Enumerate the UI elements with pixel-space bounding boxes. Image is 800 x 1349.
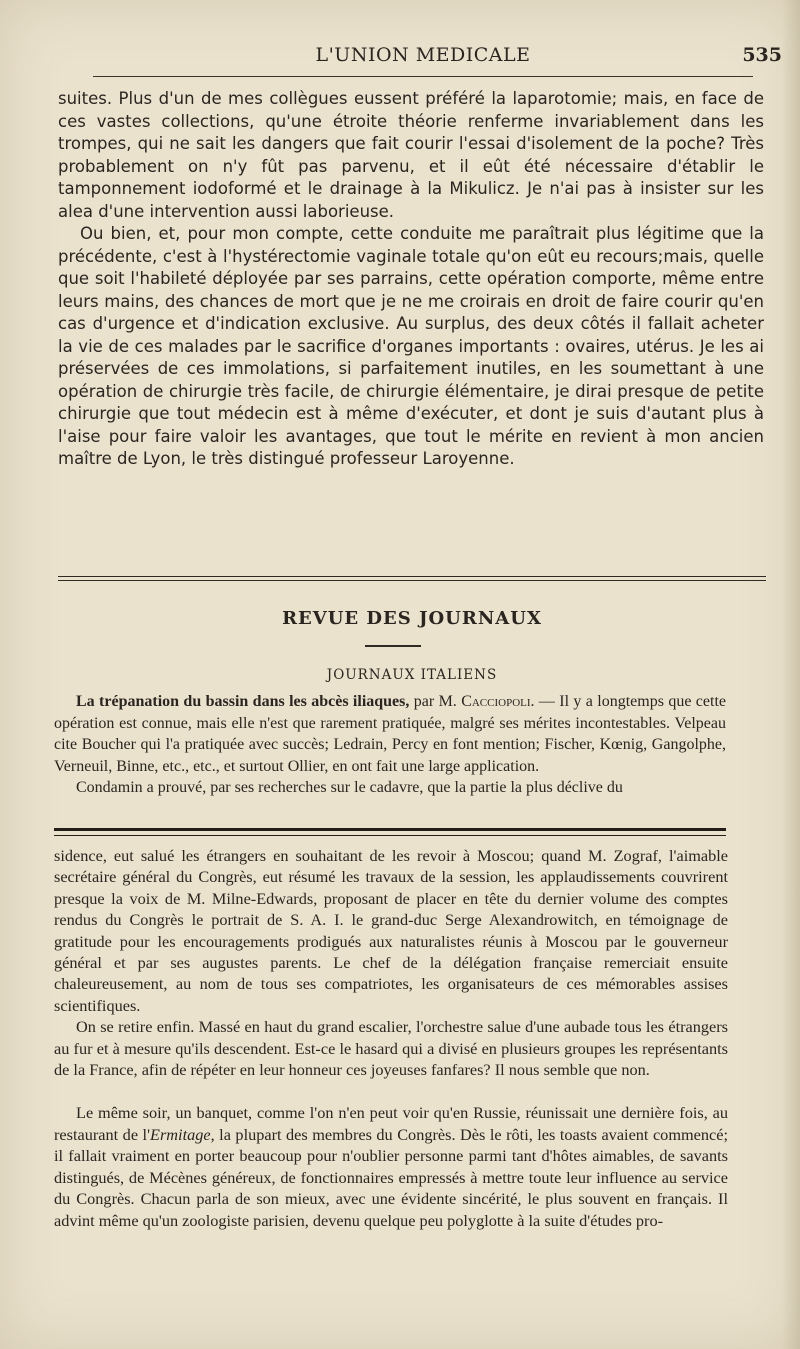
section-title: REVUE DES JOURNAUX xyxy=(282,608,542,629)
feuilleton-paragraph-2: On se retire enfin. Massé en haut du grand escalier, l'orchestre salue d'une aubade tous les étrangers au fur et à mesure qu'ils descendent. Est-ce le hasard qui a divisé en plusieurs groupes les représentants de la France, afin de répéter en leur honneur ces joyeuses fanfares? Il nous semble que non. xyxy=(54,1017,728,1080)
article-author: Cacciopoli xyxy=(461,693,531,710)
feuilleton-paragraph-3 xyxy=(54,1102,728,1230)
page-number: 535 xyxy=(742,44,782,66)
revue-article xyxy=(54,691,726,799)
feuilleton-divider xyxy=(54,828,726,836)
article-title: La trépanation du bassin dans les abcès iliaques, xyxy=(76,693,410,710)
ermitage-name: Ermitage xyxy=(150,1124,211,1144)
feuilleton-paragraph-1: sidence, eut salué les étrangers en souhaitant de les revoir à Moscou; quand M. Zograf, l'aimable secrétaire général du Congrès, eut résumé les travaux de la session, les applaudissements couvrirent presque la voix de M. Milne-Edwards, proposant de placer en tête du dernier volume des comptes rendus du Congrès le portrait de S. A. I. le grand-duc Serge Alexandrowitch, en témoignage de gratitude pour les encouragements prodigués aux naturalistes réunis à Moscou par le gouverneur général et par ses augustes parents. Le chef de la délégation française remerciait ensuite chaleureusement, au nom de tous ses compatriotes, les organisateurs de ces mémorables assises scientifiques. xyxy=(54,846,728,1015)
author-prefix: par M. xyxy=(409,693,462,710)
article-continuation xyxy=(58,88,764,471)
p3-text-b: , la plupart des membres du Congrès. Dès le rôti, les toasts avaient commencé; il fallait vraiment en porter beaucoup pour n'oublier personne parmi tant d'hôtes aimables, de savants distingués, de Mécènes généreux, de fonctionnaires empressés à mettre toute leur influence au service du Congrès. Chacun parla de son mieux, avec une évidente sincérité, le plus souvent en français. Il advint même qu'un zoologiste parisien, devenu quelque peu polyglotte à la suite d'études pro- xyxy=(54,1124,728,1230)
section-divider xyxy=(58,576,766,581)
article-lead: . — Il y a longtemps que cette opération est connue, mais elle n'est que rarement pratiquée, malgré ses mérites incontestables. Velpeau cite Boucher qui l'a pratiquée avec succès; Ledrain, Percy en font mention; Fischer, Kœnig, Gangolphe, Verneuil, Binne, etc., etc., et surtout Ollier, en ont fait une large application. xyxy=(54,693,727,775)
revue-paragraph-1 xyxy=(54,691,726,777)
running-title: L'UNION MEDICALE xyxy=(315,44,531,66)
page-header xyxy=(58,36,788,76)
paragraph-gap xyxy=(54,1080,728,1102)
title-underline xyxy=(365,645,421,647)
paragraph-2: Ou bien, et, pour mon compte, cette conduite me paraîtrait plus légitime que la précédente, c'est à l'hystérectomie vaginale totale qu'on eût eu recours;mais, quelle que soit l'habileté déployée par ses parrains, cette opération comporte, même entre leurs mains, des chances de mort que je ne me croirais en droit de faire courir qu'en cas d'urgence et d'indication exclusive. Au surplus, des deux côtés il fallait acheter la vie de ces malades par le sacrifice d'organes importants : ovaires, utérus. Je les ai préservées de ces immolations, si parfaitement inutiles, en les soumettant à une opération de chirurgie très facile, de chirurgie élémentaire, je dirai presque de petite chirurgie que tout médecin est à même d'exécuter, et dont je suis d'autant plus à l'aise pour faire valoir les avantages, que tout le mérite en revient à mon ancien maître de Lyon, le très distingué professeur Laroyenne. xyxy=(58,224,764,468)
page-gutter xyxy=(782,0,800,1349)
paragraph-1: suites. Plus d'un de mes collègues eussent préféré la laparotomie; mais, en face de ces vastes collections, qu'une étroite théorie renferme invariablement dans les trompes, qui ne sait les dangers que fait courir l'essai d'isolement de la poche? Très probablement on n'y fût pas parvenu, et il eût été nécessaire d'établir le tamponnement iodoformé et le drainage à la Mikulicz. Je n'ai pas à insister sur les alea d'une intervention aussi laborieuse. xyxy=(58,89,764,221)
revue-paragraph-2: Condamin a prouvé, par ses recherches sur le cadavre, que la partie la plus déclive du xyxy=(76,779,623,796)
feuilleton-column xyxy=(54,845,728,1231)
header-rule xyxy=(93,76,753,77)
p3-text-a: Le même soir, un banquet, comme l'on n'en peut voir qu'en Russie, réunissait une dernière fois, au restaurant de l' xyxy=(54,1103,728,1144)
subsection-title: JOURNAUX ITALIENS xyxy=(326,667,498,683)
